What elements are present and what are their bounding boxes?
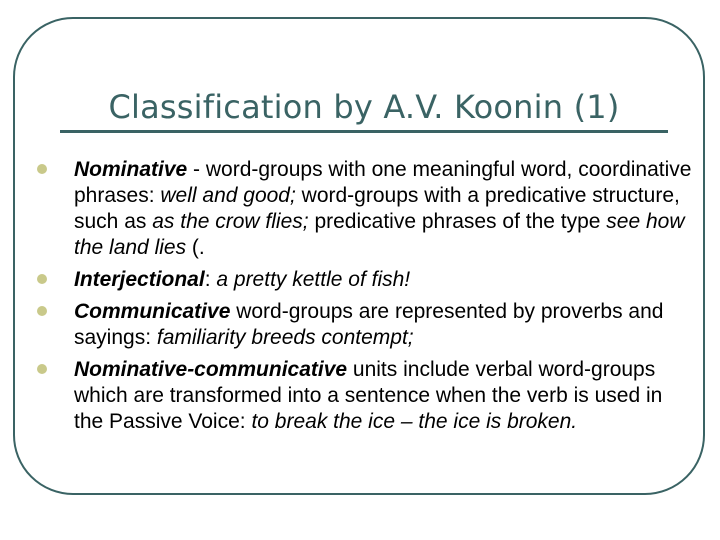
example-text: familiarity breeds contempt;: [156, 326, 414, 349]
body-text: predicative phrases of the type: [308, 210, 607, 233]
bullet-item-nominative: [0, 157, 720, 261]
example-text: see how the land lies: [74, 210, 685, 259]
bullet-icon: [37, 274, 47, 284]
example-text: to break the ice – the ice is broken.: [251, 410, 578, 433]
term-label: Nominative-communicative: [74, 358, 348, 381]
title-underline: [60, 130, 668, 133]
bullet-item-interjectional: [0, 267, 720, 293]
term-label: Nominative: [74, 158, 188, 181]
example-text: as the crow flies;: [152, 210, 309, 233]
body-text: units include verbal word-groups which are transformed into a sentence when the verb is used in the Passive Voice:: [74, 358, 663, 433]
bullet-icon: [37, 364, 47, 374]
bullet-item-nominative-communicative: [0, 357, 720, 435]
bullet-icon: [37, 306, 47, 316]
body-text: :: [204, 268, 217, 291]
slide-title: Classification by A.V. Koonin (1): [108, 88, 620, 126]
bullet-item-communicative: [0, 299, 720, 351]
bullet-icon: [37, 164, 47, 174]
body-text: (.: [186, 236, 205, 259]
example-text: a pretty kettle of fish!: [216, 268, 411, 291]
term-label: Communicative: [74, 300, 231, 323]
body-text: word-groups are represented by proverbs and sayings:: [74, 300, 664, 349]
bullet-list: [0, 157, 720, 441]
body-text: word-groups with a predicative structure, such as: [74, 184, 680, 233]
body-text: - word-groups with one meaningful word, coordinative phrases:: [74, 158, 692, 207]
term-label: Interjectional: [74, 268, 205, 291]
example-text: well and good;: [160, 184, 296, 207]
